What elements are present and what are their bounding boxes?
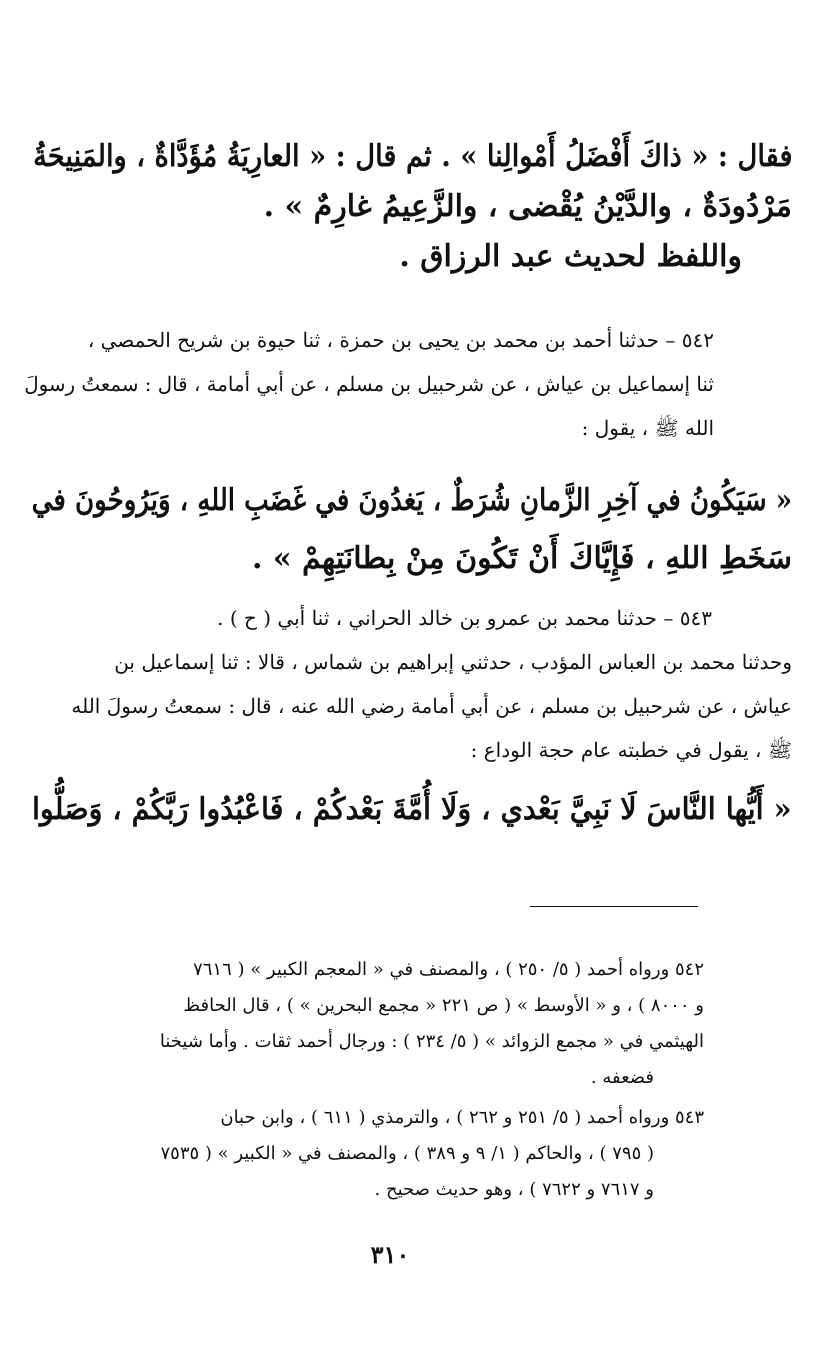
footnote-543-line-3: و ٧٦١٧ و ٧٦٢٢ ) ، وهو حديث صحيح . — [374, 1179, 654, 1200]
footnote-542-line-2: و ٨٠٠٠ ) ، و « الأوسط » ( ص ٢٢١ « مجمع البحرين » ) ، قال الحافظ — [183, 995, 704, 1016]
hadith-542-isnad-line-3: الله ﷺ ، يقول : — [581, 416, 714, 440]
quote-line-3: واللفظ لحديث عبد الرزاق . — [399, 239, 742, 274]
hadith-542-isnad-line-1: ٥٤٢ – حدثنا أحمد بن محمد بن يحيى بن حمزة ، ثنا حيوة بن شريح الحمصي ، — [87, 328, 714, 352]
hadith-543-isnad-line-4: ﷺ ، يقول في خطبته عام حجة الوداع : — [470, 738, 792, 762]
hadith-543-matn-line-1: « أَيُّها النَّاسَ لَا نَبِيَّ بَعْدي ، وَلَا أُمَّةَ بَعْدكُمْ ، فَاعْبُدُوا رَبَّكُمْ ، وَصَلُّوا — [32, 792, 792, 827]
hadith-542-matn-line-1: « سَيَكُونُ في آخِرِ الزَّمانِ شُرَطٌ ، يَغدُونَ في غَضَبِ اللهِ ، وَيَرُوحُونَ في — [31, 483, 792, 518]
quote-block — [32, 132, 792, 282]
quote-line-2: مَرْدُودَةٌ ، والدَّيْنُ يُقْضى ، والزَّعِيمُ غارِمٌ » . — [263, 189, 792, 224]
hadith-543-isnad-line-2: وحدثنا محمد بن العباس المؤدب ، حدثني إبراهيم بن شماس ، قالا : ثنا إسماعيل بن — [114, 650, 792, 674]
footnote-542-line-3: الهيثمي في « مجمع الزوائد » ( ٥/ ٢٣٤ ) : ورجال أحمد ثقات . وأما شيخنا — [159, 1031, 704, 1052]
hadith-543-isnad-line-3: عياش ، عن شرحبيل بن مسلم ، عن أبي أمامة رضي الله عنه ، قال : سمعتُ رسولَ الله — [71, 694, 792, 718]
footnote-543-line-2: ( ٧٩٥ ) ، والحاكم ( ١/ ٩ و ٣٨٩ ) ، والمصنف في « الكبير » ( ٧٥٣٥ — [160, 1143, 654, 1164]
hadith-543-isnad-line-1: ٥٤٣ – حدثنا محمد بن عمرو بن خالد الحراني ، ثنا أبي ( ح ) . — [217, 606, 712, 630]
page-number: ٣١٠ — [370, 1240, 410, 1269]
footnote-542-line-4: فضعفه . — [590, 1067, 654, 1088]
hadith-542-matn-line-2: سَخَطِ اللهِ ، فَإِيَّاكَ أَنْ تَكُونَ مِنْ بِطانَتِهِمْ » . — [251, 541, 792, 576]
hadith-542-isnad — [24, 318, 714, 450]
hadith-542-matn — [32, 472, 792, 588]
hadith-542-isnad-line-2: ثنا إسماعيل بن عياش ، عن شرحبيل بن مسلم ، عن أبي أمامة ، قال : سمعتُ رسولَ — [24, 372, 714, 396]
footnote-542-line-1: ٥٤٢ ورواه أحمد ( ٥/ ٢٥٠ ) ، والمصنف في « المعجم الكبير » ( ٧٦١٦ — [193, 959, 704, 980]
footnote-543-line-1: ٥٤٣ ورواه أحمد ( ٥/ ٢٥١ و ٢٦٢ ) ، والترمذي ( ٦١١ ) ، وابن حبان — [220, 1107, 704, 1128]
hadith-543-isnad — [32, 596, 792, 772]
footnote-542 — [24, 952, 704, 1096]
footnote-543 — [24, 1100, 704, 1208]
hadith-543-matn — [32, 784, 792, 836]
footnote-separator — [530, 906, 698, 907]
quote-line-1: فقال : « ذاكَ أَفْضَلُ أَمْوالِنا » . ثم قال : « العارِيَةُ مُؤَدَّاةٌ ، والمَنِيحَةُ — [32, 139, 792, 174]
